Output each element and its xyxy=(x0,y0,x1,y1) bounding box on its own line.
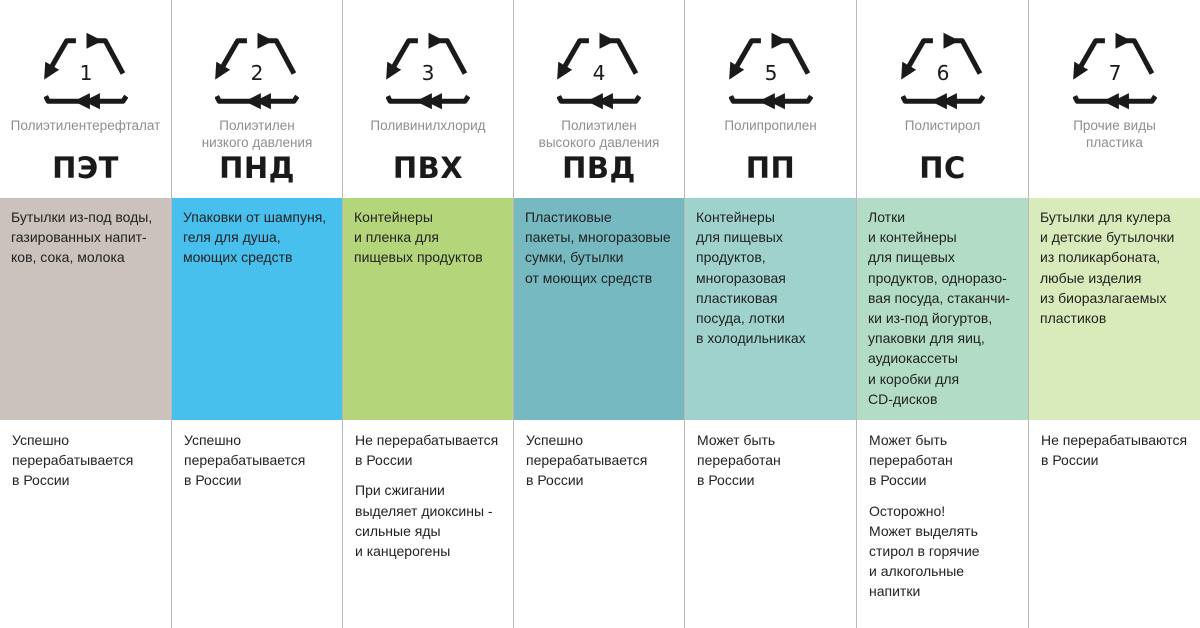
resin-code-number: 6 xyxy=(936,61,949,86)
plastic-column-3 xyxy=(342,0,513,628)
material-name: Полиэтилен высокого давления xyxy=(538,118,660,150)
material-name: Полиэтилен низкого давления xyxy=(201,118,313,150)
plastic-column-4 xyxy=(513,0,684,628)
recycling-status-panel xyxy=(857,420,1028,628)
column-header xyxy=(343,0,513,198)
resin-code-number: 3 xyxy=(421,61,435,86)
recycling-status-text: Успешно перерабатывается в России xyxy=(12,432,134,489)
material-code: ПВД xyxy=(562,151,636,185)
recycling-status-text: Не перерабатываются в России xyxy=(1041,432,1188,469)
uses-panel xyxy=(685,198,856,420)
uses-text: Контейнеры и пленка для пищевых продуктов xyxy=(354,209,483,266)
uses-text: Бутылки для кулера и детские бутылочки из поликарбоната, любые изделия из биоразлагаемых пластиков xyxy=(1040,209,1175,327)
column-header xyxy=(857,0,1028,198)
uses-panel xyxy=(0,198,171,420)
uses-text: Бутылки из-под воды, газированных напит- ков, сока, молока xyxy=(11,209,153,266)
material-name: Прочие виды пластика xyxy=(1073,118,1156,150)
uses-panel xyxy=(343,198,513,420)
resin-code-number: 4 xyxy=(592,61,606,86)
recycling-status-text: Успешно перерабатывается в России xyxy=(526,432,648,489)
material-name: Полипропилен xyxy=(724,118,817,133)
recycling-status-panel xyxy=(0,420,171,628)
resin-code-number: 2 xyxy=(250,61,264,86)
recycling-status-text: Успешно перерабатывается в России xyxy=(184,432,306,489)
plastic-column-2 xyxy=(171,0,342,628)
uses-panel xyxy=(857,198,1028,420)
uses-text: Контейнеры для пищевых продуктов, многоразовая пластиковая посуда, лотки в холодильниках xyxy=(696,209,806,347)
material-code: ПВХ xyxy=(392,151,464,185)
recycling-status-panel xyxy=(514,420,684,628)
column-header xyxy=(1029,0,1200,198)
material-code: ПЭТ xyxy=(52,151,119,185)
recycling-triangle-icon xyxy=(901,32,985,110)
warning-note: Осторожно! Может выделять стирол в горячие и алкогольные напитки xyxy=(869,502,980,600)
column-header xyxy=(172,0,342,198)
plastic-column-5 xyxy=(684,0,856,628)
resin-code-number: 7 xyxy=(1108,61,1121,86)
uses-text: Упаковки от шампуня, геля для душа, моющих средств xyxy=(183,209,327,266)
uses-text: Лотки и контейнеры для пищевых продуктов, одноразо- вая посуда, стаканчи- ки из-под йогуртов, упаковки для яиц, аудиокассеты и коробки для CD-дисков xyxy=(868,209,1010,407)
plastic-column-7 xyxy=(1028,0,1200,628)
material-code: ПП xyxy=(745,151,796,185)
column-header xyxy=(0,0,171,198)
column-header xyxy=(685,0,856,198)
uses-panel xyxy=(172,198,342,420)
recycling-status-panel xyxy=(343,420,513,628)
material-name: Полистирол xyxy=(904,118,981,133)
recycling-status-text: Может быть переработан в России xyxy=(869,432,953,489)
recycling-status-panel xyxy=(1029,420,1200,628)
recycling-triangle-icon xyxy=(557,32,641,110)
recycling-triangle-icon xyxy=(386,32,470,110)
uses-panel xyxy=(1029,198,1200,420)
resin-code-number: 1 xyxy=(79,61,92,86)
uses-panel xyxy=(514,198,684,420)
material-code: ПНД xyxy=(219,151,295,185)
recycling-status-text: Может быть переработан в России xyxy=(697,432,781,489)
recycling-triangle-icon xyxy=(1073,32,1157,110)
material-code: ПС xyxy=(919,151,966,185)
column-header xyxy=(514,0,684,198)
material-name: Полиэтилентерефталат xyxy=(10,118,161,133)
recycling-triangle-icon xyxy=(729,32,813,110)
resin-code-number: 5 xyxy=(764,61,777,86)
plastic-column-6 xyxy=(856,0,1028,628)
recycling-triangle-icon xyxy=(215,32,299,110)
plastic-column-1 xyxy=(0,0,171,628)
recycling-status-panel xyxy=(685,420,856,628)
recycling-status-panel xyxy=(172,420,342,628)
warning-note: При сжигании выделяет диоксины - сильные яды и канцерогены xyxy=(355,482,493,560)
recycling-status-text: Не перерабатывается в России xyxy=(355,432,499,469)
material-name: Поливинилхлорид xyxy=(370,118,486,133)
recycling-triangle-icon xyxy=(44,32,128,110)
uses-text: Пластиковые пакеты, многоразовые сумки, бутылки от моющих средств xyxy=(525,209,671,286)
